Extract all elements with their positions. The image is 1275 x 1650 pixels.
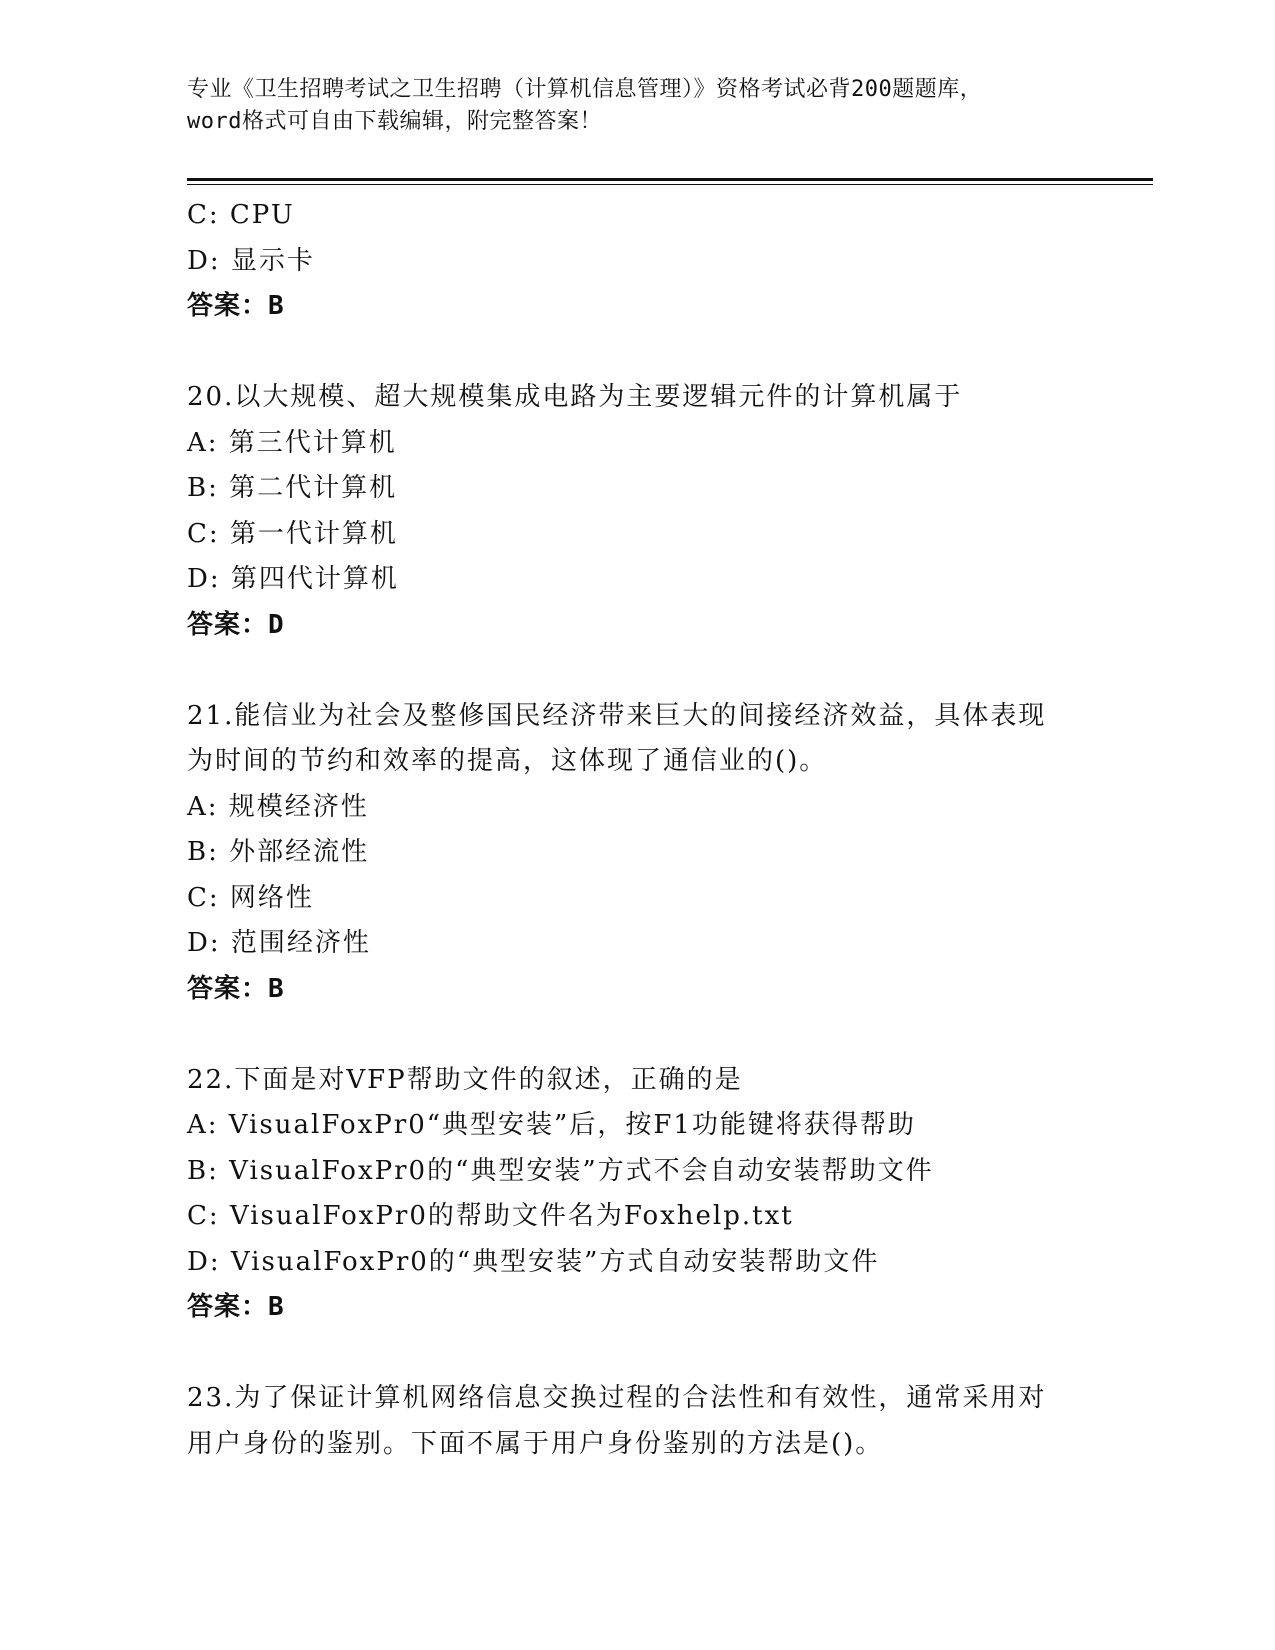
- question-stem: 23.为了保证计算机网络信息交换过程的合法性和有效性，通常采用对: [187, 1383, 1047, 1413]
- option-d: D: 范围经济性: [187, 928, 371, 958]
- option-d: D: 显示卡: [187, 245, 315, 276]
- question-spacer: [187, 1331, 1087, 1377]
- question-stem-continued: 为时间的节约和效率的提高，这体现了通信业的()。: [187, 746, 828, 776]
- question-23: [187, 1376, 1087, 1467]
- question-stem: 21.能信业为社会及整修国民经济带来巨大的间接经济效益，具体表现: [187, 700, 1047, 731]
- answer-line: 答案：B: [187, 291, 285, 321]
- option-b: B: 第二代计算机: [187, 473, 398, 503]
- option-a: A: 规模经济性: [187, 791, 369, 822]
- option-c: C: VisualFoxPr0的帮助文件名为Foxhelp.txt: [187, 1201, 794, 1231]
- option-a: A: VisualFoxPr0“典型安装”后，按F1功能键将获得帮助: [187, 1110, 916, 1140]
- option-a: A: 第三代计算机: [187, 427, 397, 458]
- header-rule-thin: [187, 184, 1153, 185]
- question-spacer: [187, 330, 1087, 376]
- option-d: D: 第四代计算机: [187, 564, 399, 594]
- question-22: [187, 1058, 1087, 1331]
- answer-line: 答案：B: [187, 1292, 285, 1322]
- header-line-1: 专业《卫生招聘考试之卫生招聘（计算机信息管理）》资格考试必背200题题库，: [187, 77, 983, 102]
- question-21: [187, 694, 1087, 1013]
- option-c: C: 网络性: [187, 882, 314, 913]
- question-20: [187, 375, 1087, 648]
- question-spacer: [187, 648, 1087, 694]
- option-c: C: 第一代计算机: [187, 518, 398, 549]
- question-stem: 22.下面是对VFP帮助文件的叙述，正确的是: [187, 1064, 743, 1095]
- question-stem: 20.以大规模、超大规模集成电路为主要逻辑元件的计算机属于: [187, 382, 963, 412]
- question-content: [187, 193, 1087, 1467]
- option-d: D: VisualFoxPr0的“典型安装”方式自动安装帮助文件: [187, 1246, 880, 1277]
- document-header: [187, 74, 1087, 138]
- option-b: B: VisualFoxPr0的“典型安装”方式不会自动安装帮助文件: [187, 1155, 934, 1186]
- answer-line: 答案：B: [187, 973, 285, 1004]
- option-c: C: CPU: [187, 200, 295, 230]
- header-rule-thick: [187, 178, 1153, 181]
- answer-line: 答案：D: [187, 609, 285, 640]
- question-spacer: [187, 1012, 1087, 1058]
- header-line-2: word格式可自由下载编辑，附完整答案！: [187, 109, 602, 134]
- question-stem-continued: 用户身份的鉴别。下面不属于用户身份鉴别的方法是()。: [187, 1428, 884, 1459]
- option-b: B: 外部经流性: [187, 837, 370, 867]
